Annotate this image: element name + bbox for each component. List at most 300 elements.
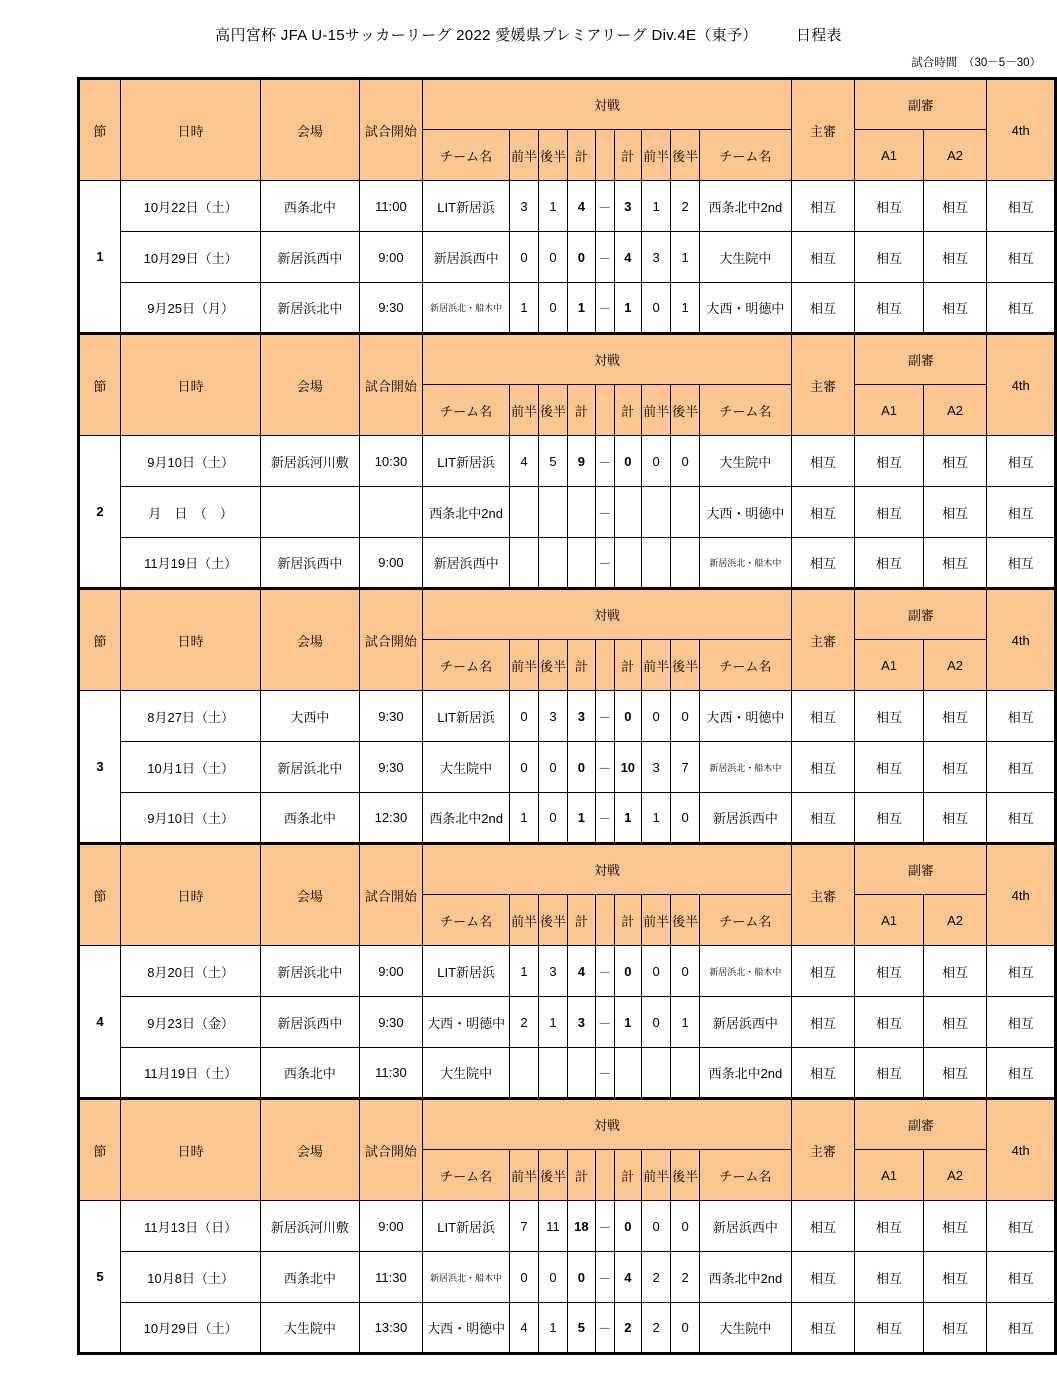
- kickoff-cell: 10:30: [359, 436, 423, 487]
- col-a1-header: A1: [855, 895, 923, 946]
- kickoff-cell: 9:30: [359, 283, 423, 334]
- home-first-half-cell: [510, 538, 539, 589]
- col-home-team-header: チーム名: [423, 130, 510, 181]
- fourth-official-cell: 相互: [987, 793, 1056, 844]
- col-away-team-header: チーム名: [700, 895, 792, 946]
- home-total-cell: 5: [568, 1303, 596, 1354]
- fourth-official-cell: 相互: [987, 232, 1056, 283]
- col-away-sh-header: 後半: [671, 895, 700, 946]
- col-away-sh-header: 後半: [671, 130, 700, 181]
- col-round-header: 節: [79, 844, 121, 946]
- away-second-half-cell: 1: [671, 997, 700, 1048]
- referee-cell: 相互: [791, 283, 855, 334]
- fourth-official-cell: 相互: [987, 997, 1056, 1048]
- round-cell: 3: [79, 691, 121, 844]
- home-second-half-cell: 3: [539, 691, 568, 742]
- home-second-half-cell: [539, 487, 568, 538]
- col-a1-header: A1: [855, 385, 923, 436]
- home-total-cell: 4: [568, 181, 596, 232]
- col-home-total-header: 計: [568, 895, 596, 946]
- col-score-divider-header: [595, 385, 614, 436]
- away-team-cell: 新居浜西中: [700, 997, 792, 1048]
- assistant2-cell: 相互: [923, 691, 987, 742]
- col-venue-header: 会場: [261, 589, 359, 691]
- home-total-cell: 1: [568, 793, 596, 844]
- home-second-half-cell: 0: [539, 793, 568, 844]
- home-total-cell: [568, 487, 596, 538]
- away-second-half-cell: 0: [671, 793, 700, 844]
- venue-cell: 新居浜西中: [261, 232, 359, 283]
- home-second-half-cell: 1: [539, 1303, 568, 1354]
- assistant2-cell: 相互: [923, 997, 987, 1048]
- col-datetime-header: 日時: [121, 1099, 261, 1201]
- venue-cell: 大生院中: [261, 1303, 359, 1354]
- date-cell: 10月8日（土）: [121, 1252, 261, 1303]
- assistant2-cell: 相互: [923, 1201, 987, 1252]
- assistant2-cell: 相互: [923, 436, 987, 487]
- col-home-team-header: チーム名: [423, 385, 510, 436]
- assistant1-cell: 相互: [855, 436, 923, 487]
- score-divider-cell: －: [595, 436, 614, 487]
- referee-cell: 相互: [791, 538, 855, 589]
- home-second-half-cell: 1: [539, 181, 568, 232]
- assistant1-cell: 相互: [855, 232, 923, 283]
- home-team-cell: LIT新居浜: [423, 691, 510, 742]
- col-away-fh-header: 前半: [642, 385, 671, 436]
- col-away-fh-header: 前半: [642, 130, 671, 181]
- away-first-half-cell: [642, 1048, 671, 1099]
- col-referee-header: 主審: [791, 334, 855, 436]
- col-home-team-header: チーム名: [423, 1150, 510, 1201]
- home-total-cell: 3: [568, 691, 596, 742]
- home-team-cell: 新居浜北・船木中: [423, 1252, 510, 1303]
- fourth-official-cell: 相互: [987, 1048, 1056, 1099]
- col-datetime-header: 日時: [121, 589, 261, 691]
- round-cell: 1: [79, 181, 121, 334]
- assistant2-cell: 相互: [923, 1048, 987, 1099]
- home-team-cell: 西条北中2nd: [423, 793, 510, 844]
- assistant2-cell: 相互: [923, 538, 987, 589]
- kickoff-cell: 9:00: [359, 538, 423, 589]
- col-a1-header: A1: [855, 130, 923, 181]
- venue-cell: 新居浜北中: [261, 946, 359, 997]
- date-cell: 10月29日（土）: [121, 232, 261, 283]
- col-a1-header: A1: [855, 1150, 923, 1201]
- away-total-cell: [614, 487, 642, 538]
- away-first-half-cell: 0: [642, 691, 671, 742]
- score-divider-cell: －: [595, 946, 614, 997]
- col-match-header: 対戦: [423, 1099, 791, 1150]
- home-team-cell: 新居浜西中: [423, 538, 510, 589]
- col-home-team-header: チーム名: [423, 895, 510, 946]
- away-team-cell: 新居浜北・船木中: [700, 742, 792, 793]
- home-total-cell: 1: [568, 283, 596, 334]
- away-total-cell: 1: [614, 793, 642, 844]
- kickoff-cell: 9:00: [359, 232, 423, 283]
- col-a2-header: A2: [923, 385, 987, 436]
- col-home-total-header: 計: [568, 385, 596, 436]
- home-second-half-cell: [539, 538, 568, 589]
- date-cell: 11月19日（土）: [121, 1048, 261, 1099]
- home-first-half-cell: 1: [510, 946, 539, 997]
- referee-cell: 相互: [791, 1303, 855, 1354]
- referee-cell: 相互: [791, 1048, 855, 1099]
- col-away-total-header: 計: [614, 130, 642, 181]
- away-team-cell: 新居浜西中: [700, 793, 792, 844]
- date-cell: 10月29日（土）: [121, 1303, 261, 1354]
- col-away-fh-header: 前半: [642, 1150, 671, 1201]
- kickoff-cell: 11:30: [359, 1252, 423, 1303]
- fourth-official-cell: 相互: [987, 1252, 1056, 1303]
- col-away-team-header: チーム名: [700, 385, 792, 436]
- score-divider-cell: －: [595, 1303, 614, 1354]
- date-cell: 9月10日（土）: [121, 436, 261, 487]
- away-second-half-cell: 0: [671, 436, 700, 487]
- fourth-official-cell: 相互: [987, 283, 1056, 334]
- fourth-official-cell: 相互: [987, 436, 1056, 487]
- away-team-cell: 大生院中: [700, 436, 792, 487]
- schedule-table: [77, 77, 1057, 1355]
- home-first-half-cell: 1: [510, 283, 539, 334]
- home-first-half-cell: 3: [510, 181, 539, 232]
- home-second-half-cell: [539, 1048, 568, 1099]
- assistant1-cell: 相互: [855, 793, 923, 844]
- col-away-team-header: チーム名: [700, 640, 792, 691]
- col-assistant-header: 副審: [855, 844, 987, 895]
- assistant1-cell: 相互: [855, 946, 923, 997]
- home-total-cell: [568, 538, 596, 589]
- home-second-half-cell: 11: [539, 1201, 568, 1252]
- away-team-cell: 大西・明徳中: [700, 283, 792, 334]
- away-total-cell: 1: [614, 997, 642, 1048]
- score-divider-cell: －: [595, 487, 614, 538]
- away-second-half-cell: 0: [671, 1201, 700, 1252]
- kickoff-cell: 9:00: [359, 1201, 423, 1252]
- assistant1-cell: 相互: [855, 997, 923, 1048]
- col-a2-header: A2: [923, 640, 987, 691]
- home-team-cell: 新居浜北・船木中: [423, 283, 510, 334]
- assistant1-cell: 相互: [855, 487, 923, 538]
- kickoff-cell: 9:30: [359, 742, 423, 793]
- venue-cell: 西条北中: [261, 181, 359, 232]
- col-home-fh-header: 前半: [510, 1150, 539, 1201]
- col-home-total-header: 計: [568, 1150, 596, 1201]
- home-team-cell: 新居浜西中: [423, 232, 510, 283]
- match-duration-note: 試合時間 （30－5－30）: [911, 57, 1041, 69]
- away-first-half-cell: 2: [642, 1252, 671, 1303]
- home-total-cell: 9: [568, 436, 596, 487]
- assistant2-cell: 相互: [923, 1252, 987, 1303]
- col-home-fh-header: 前半: [510, 385, 539, 436]
- away-total-cell: 4: [614, 1252, 642, 1303]
- col-a2-header: A2: [923, 130, 987, 181]
- col-home-sh-header: 後半: [539, 640, 568, 691]
- kickoff-cell: 9:30: [359, 691, 423, 742]
- venue-cell: 新居浜北中: [261, 742, 359, 793]
- away-total-cell: 4: [614, 232, 642, 283]
- away-second-half-cell: 1: [671, 232, 700, 283]
- referee-cell: 相互: [791, 742, 855, 793]
- venue-cell: 西条北中: [261, 1252, 359, 1303]
- col-away-fh-header: 前半: [642, 640, 671, 691]
- fourth-official-cell: 相互: [987, 181, 1056, 232]
- date-cell: 10月1日（土）: [121, 742, 261, 793]
- col-a1-header: A1: [855, 640, 923, 691]
- col-referee-header: 主審: [791, 844, 855, 946]
- home-first-half-cell: 7: [510, 1201, 539, 1252]
- away-second-half-cell: 7: [671, 742, 700, 793]
- home-team-cell: 大西・明徳中: [423, 997, 510, 1048]
- col-venue-header: 会場: [261, 1099, 359, 1201]
- col-home-fh-header: 前半: [510, 640, 539, 691]
- score-divider-cell: －: [595, 997, 614, 1048]
- away-second-half-cell: [671, 538, 700, 589]
- venue-cell: [261, 487, 359, 538]
- home-second-half-cell: 1: [539, 997, 568, 1048]
- away-team-cell: 西条北中2nd: [700, 1252, 792, 1303]
- score-divider-cell: －: [595, 232, 614, 283]
- col-round-header: 節: [79, 1099, 121, 1201]
- col-home-total-header: 計: [568, 640, 596, 691]
- col-round-header: 節: [79, 334, 121, 436]
- referee-cell: 相互: [791, 946, 855, 997]
- score-divider-cell: －: [595, 538, 614, 589]
- assistant1-cell: 相互: [855, 1201, 923, 1252]
- home-second-half-cell: 0: [539, 742, 568, 793]
- col-fourth-header: 4th: [987, 1099, 1056, 1201]
- home-team-cell: LIT新居浜: [423, 946, 510, 997]
- col-match-header: 対戦: [423, 334, 791, 385]
- referee-cell: 相互: [791, 181, 855, 232]
- assistant1-cell: 相互: [855, 181, 923, 232]
- col-venue-header: 会場: [261, 334, 359, 436]
- home-first-half-cell: 0: [510, 742, 539, 793]
- fourth-official-cell: 相互: [987, 691, 1056, 742]
- away-first-half-cell: 0: [642, 997, 671, 1048]
- away-second-half-cell: 0: [671, 691, 700, 742]
- away-total-cell: 0: [614, 691, 642, 742]
- home-first-half-cell: 0: [510, 1252, 539, 1303]
- col-home-sh-header: 後半: [539, 895, 568, 946]
- score-divider-cell: －: [595, 181, 614, 232]
- away-first-half-cell: [642, 538, 671, 589]
- score-divider-cell: －: [595, 1201, 614, 1252]
- away-first-half-cell: 1: [642, 793, 671, 844]
- col-referee-header: 主審: [791, 589, 855, 691]
- home-first-half-cell: 2: [510, 997, 539, 1048]
- round-cell: 2: [79, 436, 121, 589]
- col-home-sh-header: 後半: [539, 130, 568, 181]
- fourth-official-cell: 相互: [987, 1303, 1056, 1354]
- col-fourth-header: 4th: [987, 589, 1056, 691]
- col-away-sh-header: 後半: [671, 385, 700, 436]
- date-cell: 9月10日（土）: [121, 793, 261, 844]
- kickoff-cell: 11:30: [359, 1048, 423, 1099]
- assistant1-cell: 相互: [855, 538, 923, 589]
- away-team-cell: 新居浜北・船木中: [700, 946, 792, 997]
- fourth-official-cell: 相互: [987, 742, 1056, 793]
- referee-cell: 相互: [791, 1201, 855, 1252]
- away-team-cell: 大生院中: [700, 232, 792, 283]
- col-away-sh-header: 後半: [671, 1150, 700, 1201]
- away-total-cell: 0: [614, 1201, 642, 1252]
- home-first-half-cell: [510, 487, 539, 538]
- home-team-cell: 西条北中2nd: [423, 487, 510, 538]
- col-match-header: 対戦: [423, 79, 791, 130]
- assistant1-cell: 相互: [855, 283, 923, 334]
- home-second-half-cell: 0: [539, 1252, 568, 1303]
- away-total-cell: 1: [614, 283, 642, 334]
- away-total-cell: 3: [614, 181, 642, 232]
- col-score-divider-header: [595, 895, 614, 946]
- date-cell: 10月22日（土）: [121, 181, 261, 232]
- col-home-sh-header: 後半: [539, 1150, 568, 1201]
- away-first-half-cell: [642, 487, 671, 538]
- col-venue-header: 会場: [261, 79, 359, 181]
- col-kickoff-header: 試合開始: [359, 334, 423, 436]
- col-away-total-header: 計: [614, 895, 642, 946]
- col-datetime-header: 日時: [121, 79, 261, 181]
- referee-cell: 相互: [791, 997, 855, 1048]
- assistant1-cell: 相互: [855, 1048, 923, 1099]
- home-second-half-cell: 5: [539, 436, 568, 487]
- col-match-header: 対戦: [423, 844, 791, 895]
- away-second-half-cell: 2: [671, 181, 700, 232]
- col-home-sh-header: 後半: [539, 385, 568, 436]
- away-first-half-cell: 0: [642, 283, 671, 334]
- referee-cell: 相互: [791, 691, 855, 742]
- home-team-cell: LIT新居浜: [423, 1201, 510, 1252]
- home-team-cell: LIT新居浜: [423, 436, 510, 487]
- away-second-half-cell: 1: [671, 283, 700, 334]
- referee-cell: 相互: [791, 232, 855, 283]
- col-fourth-header: 4th: [987, 334, 1056, 436]
- col-venue-header: 会場: [261, 844, 359, 946]
- home-total-cell: [568, 1048, 596, 1099]
- referee-cell: 相互: [791, 436, 855, 487]
- col-home-fh-header: 前半: [510, 895, 539, 946]
- col-datetime-header: 日時: [121, 334, 261, 436]
- col-round-header: 節: [79, 589, 121, 691]
- col-match-header: 対戦: [423, 589, 791, 640]
- col-fourth-header: 4th: [987, 844, 1056, 946]
- referee-cell: 相互: [791, 1252, 855, 1303]
- col-assistant-header: 副審: [855, 1099, 987, 1150]
- venue-cell: 西条北中: [261, 793, 359, 844]
- assistant2-cell: 相互: [923, 283, 987, 334]
- date-cell: 9月25日（月）: [121, 283, 261, 334]
- venue-cell: 新居浜河川敷: [261, 1201, 359, 1252]
- away-second-half-cell: 0: [671, 1303, 700, 1354]
- col-round-header: 節: [79, 79, 121, 181]
- round-cell: 4: [79, 946, 121, 1099]
- round-cell: 5: [79, 1201, 121, 1354]
- home-first-half-cell: 4: [510, 436, 539, 487]
- venue-cell: 新居浜西中: [261, 538, 359, 589]
- home-total-cell: 18: [568, 1201, 596, 1252]
- col-referee-header: 主審: [791, 79, 855, 181]
- referee-cell: 相互: [791, 487, 855, 538]
- away-first-half-cell: 1: [642, 181, 671, 232]
- col-referee-header: 主審: [791, 1099, 855, 1201]
- away-total-cell: 2: [614, 1303, 642, 1354]
- home-team-cell: LIT新居浜: [423, 181, 510, 232]
- away-first-half-cell: 0: [642, 946, 671, 997]
- away-total-cell: [614, 1048, 642, 1099]
- away-second-half-cell: 0: [671, 946, 700, 997]
- assistant2-cell: 相互: [923, 232, 987, 283]
- col-score-divider-header: [595, 640, 614, 691]
- assistant2-cell: 相互: [923, 1303, 987, 1354]
- away-total-cell: 0: [614, 436, 642, 487]
- home-team-cell: 大生院中: [423, 742, 510, 793]
- kickoff-cell: 9:00: [359, 946, 423, 997]
- col-away-team-header: チーム名: [700, 1150, 792, 1201]
- date-cell: 8月20日（土）: [121, 946, 261, 997]
- away-first-half-cell: 2: [642, 1303, 671, 1354]
- away-second-half-cell: [671, 1048, 700, 1099]
- col-score-divider-header: [595, 1150, 614, 1201]
- away-first-half-cell: 3: [642, 742, 671, 793]
- score-divider-cell: －: [595, 793, 614, 844]
- fourth-official-cell: 相互: [987, 538, 1056, 589]
- date-cell: 月 日 （ ）: [121, 487, 261, 538]
- away-first-half-cell: 0: [642, 1201, 671, 1252]
- home-second-half-cell: 3: [539, 946, 568, 997]
- col-home-fh-header: 前半: [510, 130, 539, 181]
- assistant1-cell: 相互: [855, 742, 923, 793]
- assistant1-cell: 相互: [855, 1303, 923, 1354]
- col-home-total-header: 計: [568, 130, 596, 181]
- date-cell: 9月23日（金）: [121, 997, 261, 1048]
- col-a2-header: A2: [923, 895, 987, 946]
- date-cell: 11月19日（土）: [121, 538, 261, 589]
- away-total-cell: 10: [614, 742, 642, 793]
- col-kickoff-header: 試合開始: [359, 79, 423, 181]
- away-team-cell: 新居浜西中: [700, 1201, 792, 1252]
- col-assistant-header: 副審: [855, 589, 987, 640]
- col-kickoff-header: 試合開始: [359, 844, 423, 946]
- col-assistant-header: 副審: [855, 79, 987, 130]
- col-score-divider-header: [595, 130, 614, 181]
- col-datetime-header: 日時: [121, 844, 261, 946]
- col-home-team-header: チーム名: [423, 640, 510, 691]
- page-title: 高円宮杯 JFA U-15サッカーリーグ 2022 愛媛県プレミアリーグ Div.4E（東予） 日程表: [215, 27, 842, 44]
- assistant2-cell: 相互: [923, 742, 987, 793]
- col-fourth-header: 4th: [987, 79, 1056, 181]
- home-total-cell: 0: [568, 232, 596, 283]
- date-cell: 11月13日（日）: [121, 1201, 261, 1252]
- col-away-total-header: 計: [614, 385, 642, 436]
- venue-cell: 新居浜河川敷: [261, 436, 359, 487]
- away-first-half-cell: 3: [642, 232, 671, 283]
- venue-cell: 新居浜西中: [261, 997, 359, 1048]
- home-total-cell: 0: [568, 742, 596, 793]
- away-second-half-cell: [671, 487, 700, 538]
- fourth-official-cell: 相互: [987, 1201, 1056, 1252]
- away-team-cell: 大生院中: [700, 1303, 792, 1354]
- score-divider-cell: －: [595, 691, 614, 742]
- away-team-cell: 西条北中2nd: [700, 181, 792, 232]
- col-away-sh-header: 後半: [671, 640, 700, 691]
- home-team-cell: 大西・明徳中: [423, 1303, 510, 1354]
- score-divider-cell: －: [595, 283, 614, 334]
- assistant2-cell: 相互: [923, 793, 987, 844]
- fourth-official-cell: 相互: [987, 487, 1056, 538]
- home-team-cell: 大生院中: [423, 1048, 510, 1099]
- score-divider-cell: －: [595, 1048, 614, 1099]
- kickoff-cell: 11:00: [359, 181, 423, 232]
